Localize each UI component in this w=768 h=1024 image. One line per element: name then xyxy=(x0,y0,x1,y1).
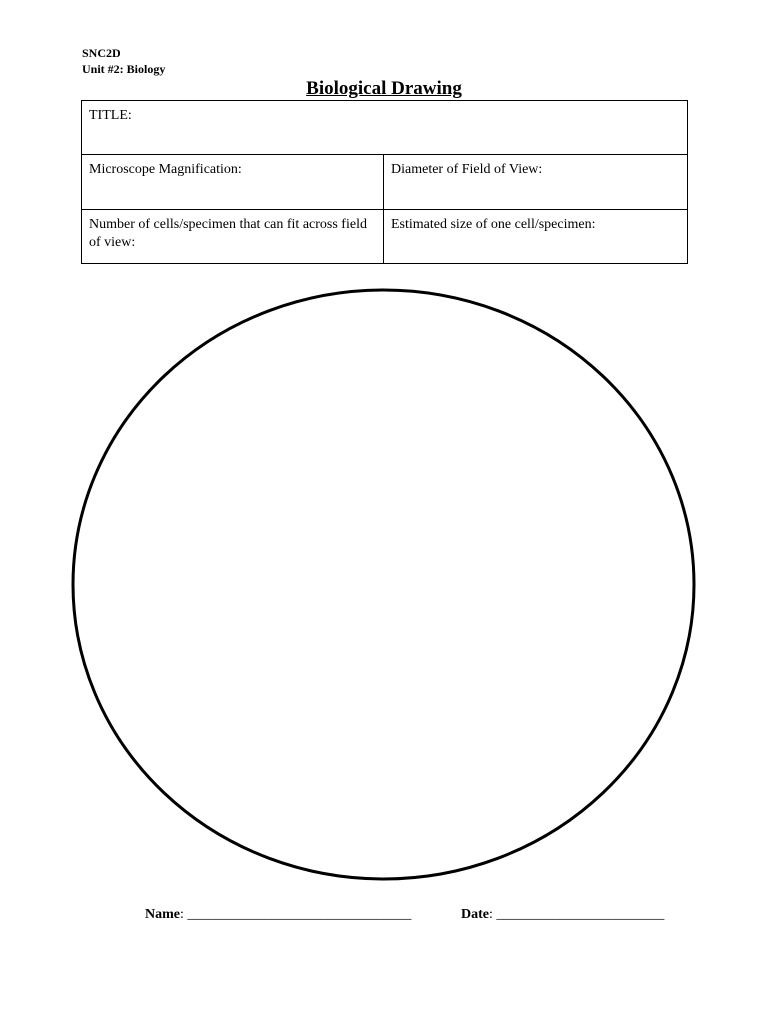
page-title: Biological Drawing xyxy=(306,78,462,99)
magnification-label: Microscope Magnification: xyxy=(89,162,242,177)
date-line[interactable] xyxy=(461,905,664,925)
date-blank: : ________________________ xyxy=(489,907,665,922)
diameter-label: Diameter of Field of View: xyxy=(391,162,543,177)
course-code: SNC2D xyxy=(82,46,121,60)
name-line[interactable] xyxy=(145,905,411,925)
cell-size-label: Estimated size of one cell/specimen: xyxy=(391,217,596,232)
name-blank: : ________________________________ xyxy=(180,907,412,922)
unit-label: Unit #2: Biology xyxy=(82,62,166,76)
cells-across-label: Number of cells/specimen that can fit across field of view: xyxy=(89,217,367,250)
title-label: TITLE: xyxy=(89,108,132,123)
name-label: Name xyxy=(145,907,180,922)
date-label: Date xyxy=(461,907,489,922)
field-of-view-circle[interactable] xyxy=(73,290,694,879)
